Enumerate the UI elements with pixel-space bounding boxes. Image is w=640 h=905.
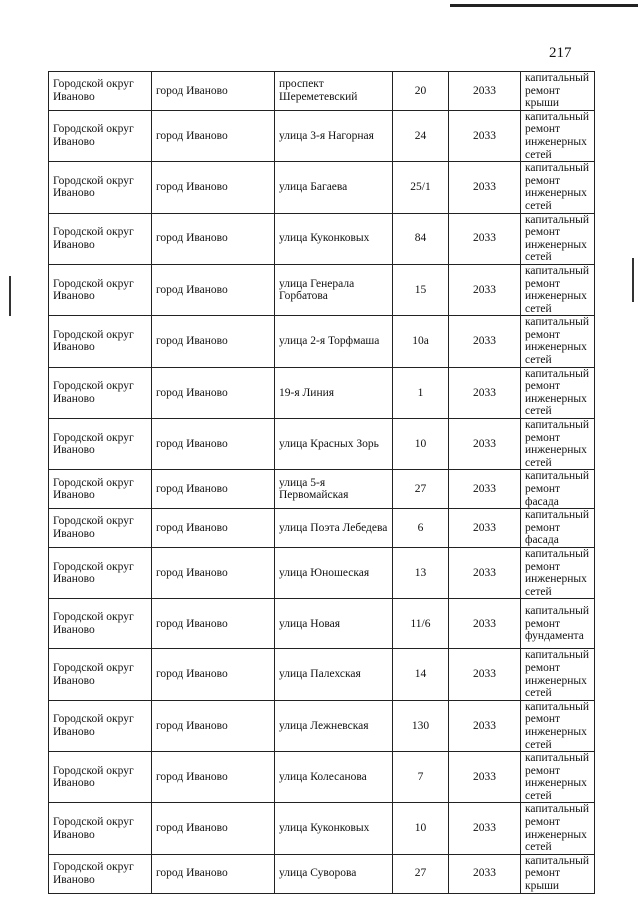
year-cell: 2033 [449, 803, 521, 854]
scan-top-line [450, 4, 638, 7]
district-cell: Городской округ Иваново [49, 547, 152, 598]
table-row [49, 752, 595, 803]
district-cell: Городской округ Иваново [49, 649, 152, 700]
street-cell: улица Куконковых [275, 213, 393, 264]
year-cell: 2033 [449, 419, 521, 470]
district-cell: Городской округ Иваново [49, 854, 152, 893]
table-row [49, 649, 595, 700]
district-cell: Городской округ Иваново [49, 599, 152, 649]
work-type-cell: капитальный ремонт инженерных сетей [521, 700, 595, 751]
city-cell: город Иваново [152, 419, 275, 470]
house-number-cell: 10 [393, 803, 449, 854]
city-cell: город Иваново [152, 752, 275, 803]
city-cell: город Иваново [152, 649, 275, 700]
year-cell: 2033 [449, 854, 521, 893]
year-cell: 2033 [449, 316, 521, 367]
city-cell: город Иваново [152, 854, 275, 893]
district-cell: Городской округ Иваново [49, 470, 152, 509]
city-cell: город Иваново [152, 700, 275, 751]
district-cell: Городской округ Иваново [49, 509, 152, 548]
table-row [49, 110, 595, 161]
year-cell: 2033 [449, 649, 521, 700]
work-type-cell: капитальный ремонт инженерных сетей [521, 803, 595, 854]
house-number-cell: 7 [393, 752, 449, 803]
street-cell: проспект Шереметевский [275, 72, 393, 111]
house-number-cell: 1 [393, 367, 449, 418]
table-row [49, 803, 595, 854]
district-cell: Городской округ Иваново [49, 110, 152, 161]
year-cell: 2033 [449, 110, 521, 161]
district-cell: Городской округ Иваново [49, 162, 152, 213]
house-number-cell: 6 [393, 509, 449, 548]
city-cell: город Иваново [152, 367, 275, 418]
table-row [49, 470, 595, 509]
work-type-cell: капитальный ремонт инженерных сетей [521, 316, 595, 367]
work-type-cell: капитальный ремонт инженерных сетей [521, 367, 595, 418]
year-cell: 2033 [449, 367, 521, 418]
street-cell: улица Куконковых [275, 803, 393, 854]
district-cell: Городской округ Иваново [49, 803, 152, 854]
year-cell: 2033 [449, 547, 521, 598]
work-type-cell: капитальный ремонт фасада [521, 470, 595, 509]
year-cell: 2033 [449, 700, 521, 751]
work-type-cell: капитальный ремонт инженерных сетей [521, 264, 595, 315]
street-cell: улица Новая [275, 599, 393, 649]
table-row [49, 316, 595, 367]
district-cell: Городской округ Иваново [49, 752, 152, 803]
street-cell: улица 3-я Нагорная [275, 110, 393, 161]
table-row [49, 854, 595, 893]
district-cell: Городской округ Иваново [49, 213, 152, 264]
city-cell: город Иваново [152, 509, 275, 548]
repair-schedule-table [48, 71, 595, 894]
street-cell: улица Багаева [275, 162, 393, 213]
work-type-cell: капитальный ремонт инженерных сетей [521, 547, 595, 598]
city-cell: город Иваново [152, 316, 275, 367]
street-cell: 19-я Линия [275, 367, 393, 418]
street-cell: улица Колесанова [275, 752, 393, 803]
work-type-cell: капитальный ремонт фундамента [521, 599, 595, 649]
table-row [49, 367, 595, 418]
year-cell: 2033 [449, 509, 521, 548]
house-number-cell: 15 [393, 264, 449, 315]
work-type-cell: капитальный ремонт инженерных сетей [521, 213, 595, 264]
city-cell: город Иваново [152, 72, 275, 111]
page-number: 217 [549, 45, 572, 61]
year-cell: 2033 [449, 72, 521, 111]
house-number-cell: 14 [393, 649, 449, 700]
table-row [49, 264, 595, 315]
street-cell: улица 2-я Торфмаша [275, 316, 393, 367]
work-type-cell: капитальный ремонт крыши [521, 72, 595, 111]
house-number-cell: 10а [393, 316, 449, 367]
right-margin-mark [632, 258, 634, 302]
house-number-cell: 20 [393, 72, 449, 111]
table-row [49, 599, 595, 649]
street-cell: улица Палехская [275, 649, 393, 700]
table-row [49, 700, 595, 751]
work-type-cell: капитальный ремонт инженерных сетей [521, 110, 595, 161]
street-cell: улица Лежневская [275, 700, 393, 751]
house-number-cell: 130 [393, 700, 449, 751]
table-row [49, 509, 595, 548]
city-cell: город Иваново [152, 470, 275, 509]
district-cell: Городской округ Иваново [49, 72, 152, 111]
year-cell: 2033 [449, 752, 521, 803]
year-cell: 2033 [449, 470, 521, 509]
city-cell: город Иваново [152, 110, 275, 161]
city-cell: город Иваново [152, 264, 275, 315]
house-number-cell: 13 [393, 547, 449, 598]
work-type-cell: капитальный ремонт инженерных сетей [521, 649, 595, 700]
house-number-cell: 25/1 [393, 162, 449, 213]
house-number-cell: 27 [393, 470, 449, 509]
table-row [49, 419, 595, 470]
street-cell: улица Поэта Лебедева [275, 509, 393, 548]
work-type-cell: капитальный ремонт инженерных сетей [521, 162, 595, 213]
table-row [49, 72, 595, 111]
house-number-cell: 10 [393, 419, 449, 470]
street-cell: улица Юношеская [275, 547, 393, 598]
house-number-cell: 84 [393, 213, 449, 264]
street-cell: улица Генерала Горбатова [275, 264, 393, 315]
house-number-cell: 24 [393, 110, 449, 161]
house-number-cell: 11/6 [393, 599, 449, 649]
street-cell: улица Красных Зорь [275, 419, 393, 470]
city-cell: город Иваново [152, 162, 275, 213]
street-cell: улица 5-я Первомайская [275, 470, 393, 509]
house-number-cell: 27 [393, 854, 449, 893]
table-row [49, 162, 595, 213]
district-cell: Городской округ Иваново [49, 316, 152, 367]
work-type-cell: капитальный ремонт инженерных сетей [521, 419, 595, 470]
year-cell: 2033 [449, 599, 521, 649]
street-cell: улица Суворова [275, 854, 393, 893]
city-cell: город Иваново [152, 547, 275, 598]
left-margin-mark [9, 276, 11, 316]
work-type-cell: капитальный ремонт инженерных сетей [521, 752, 595, 803]
table-row [49, 213, 595, 264]
city-cell: город Иваново [152, 803, 275, 854]
city-cell: город Иваново [152, 599, 275, 649]
table-body [49, 72, 595, 894]
year-cell: 2033 [449, 162, 521, 213]
work-type-cell: капитальный ремонт фасада [521, 509, 595, 548]
work-type-cell: капитальный ремонт крыши [521, 854, 595, 893]
district-cell: Городской округ Иваново [49, 264, 152, 315]
year-cell: 2033 [449, 213, 521, 264]
district-cell: Городской округ Иваново [49, 700, 152, 751]
year-cell: 2033 [449, 264, 521, 315]
table-row [49, 547, 595, 598]
district-cell: Городской округ Иваново [49, 419, 152, 470]
district-cell: Городской округ Иваново [49, 367, 152, 418]
city-cell: город Иваново [152, 213, 275, 264]
